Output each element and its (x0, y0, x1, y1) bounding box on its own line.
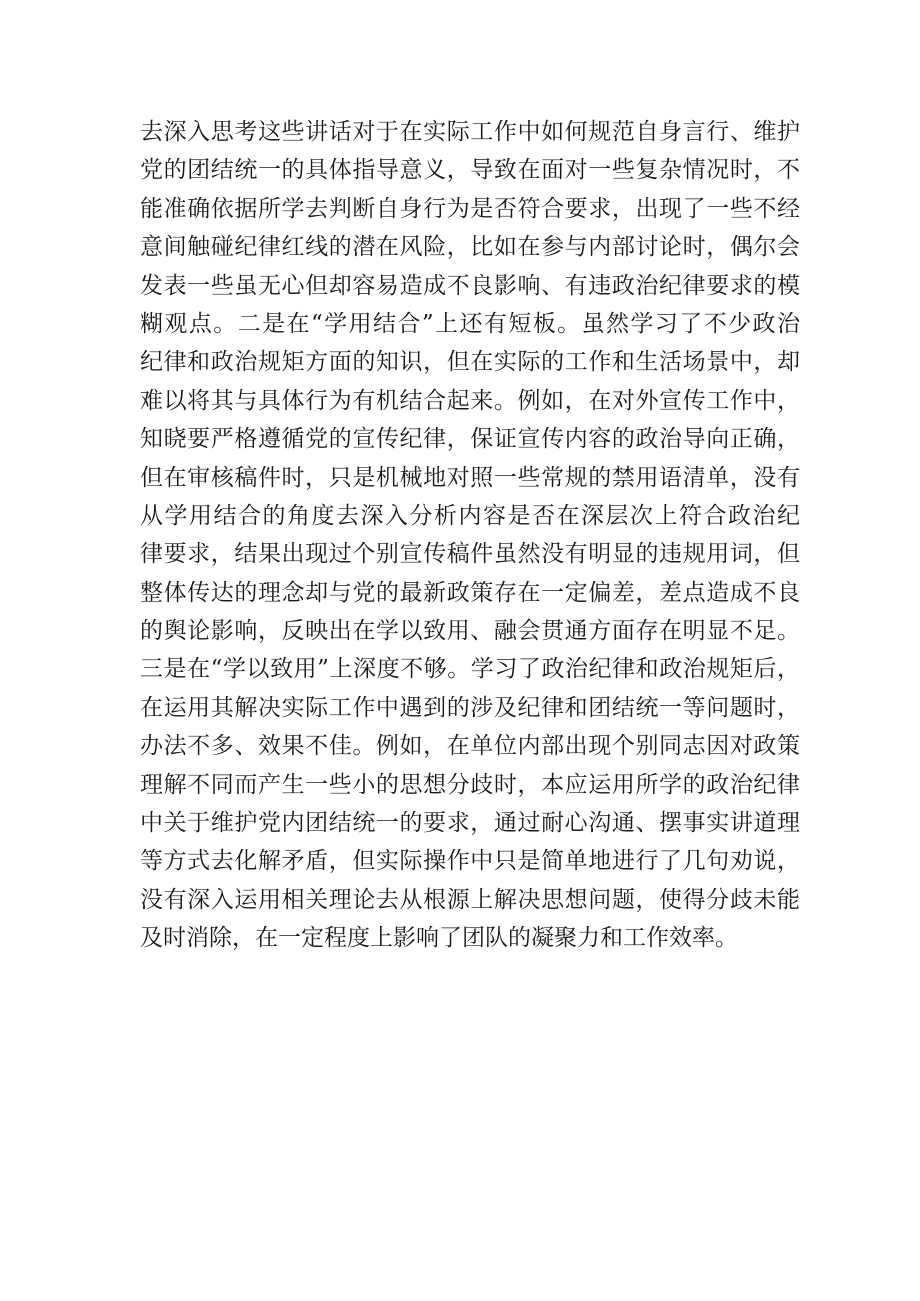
text-line: 的舆论影响，反映出在学以致用、融会贯通方面存在明显不足。 (140, 618, 800, 645)
text-line: 律要求，结果出现过个别宣传稿件虽然没有明显的违规用词，但 (140, 541, 800, 568)
text-line: 中关于维护党内团结统一的要求，通过耐心沟通、摆事实讲道理 (140, 810, 800, 837)
text-line: 但在审核稿件时，只是机械地对照一些常规的禁用语清单，没有 (140, 464, 800, 491)
text-line: 纪律和政治规矩方面的知识，但在实际的工作和生活场景中，却 (140, 349, 800, 376)
body-paragraph (140, 113, 800, 958)
text-line: 在运用其解决实际工作中遇到的涉及纪律和团结统一等问题时， (140, 694, 800, 721)
text-line: 难以将其与具体行为有机结合起来。例如，在对外宣传工作中， (140, 387, 800, 414)
text-line: 三是在“学以致用”上深度不够。学习了政治纪律和政治规矩后， (140, 656, 800, 683)
text-line: 没有深入运用相关理论去从根源上解决思想问题，使得分歧未能 (140, 886, 800, 913)
text-line: 党的团结统一的具体指导意义，导致在面对一些复杂情况时，不 (140, 157, 800, 184)
text-line: 糊观点。二是在“学用结合”上还有短板。虽然学习了不少政治 (140, 310, 800, 337)
text-line: 理解不同而产生一些小的思想分歧时，本应运用所学的政治纪律 (140, 771, 800, 798)
text-line: 整体传达的理念却与党的最新政策存在一定偏差，差点造成不良 (140, 579, 800, 606)
text-line: 意间触碰纪律红线的潜在风险，比如在参与内部讨论时，偶尔会 (140, 234, 800, 261)
text-line: 知晓要严格遵循党的宣传纪律，保证宣传内容的政治导向正确， (140, 426, 800, 453)
text-line: 去深入思考这些讲话对于在实际工作中如何规范自身言行、维护 (140, 119, 800, 145)
text-line: 办法不多、效果不佳。例如，在单位内部出现个别同志因对政策 (140, 733, 800, 760)
text-line: 发表一些虽无心但却容易造成不良影响、有违政治纪律要求的模 (140, 272, 800, 299)
text-line: 从学用结合的角度去深入分析内容是否在深层次上符合政治纪 (140, 502, 800, 529)
text-line: 能准确依据所学去判断自身行为是否符合要求，出现了一些不经 (140, 195, 800, 222)
text-line: 等方式去化解矛盾，但实际操作中只是简单地进行了几句劝说， (140, 848, 800, 875)
text-line: 及时消除，在一定程度上影响了团队的凝聚力和工作效率。 (140, 925, 738, 952)
